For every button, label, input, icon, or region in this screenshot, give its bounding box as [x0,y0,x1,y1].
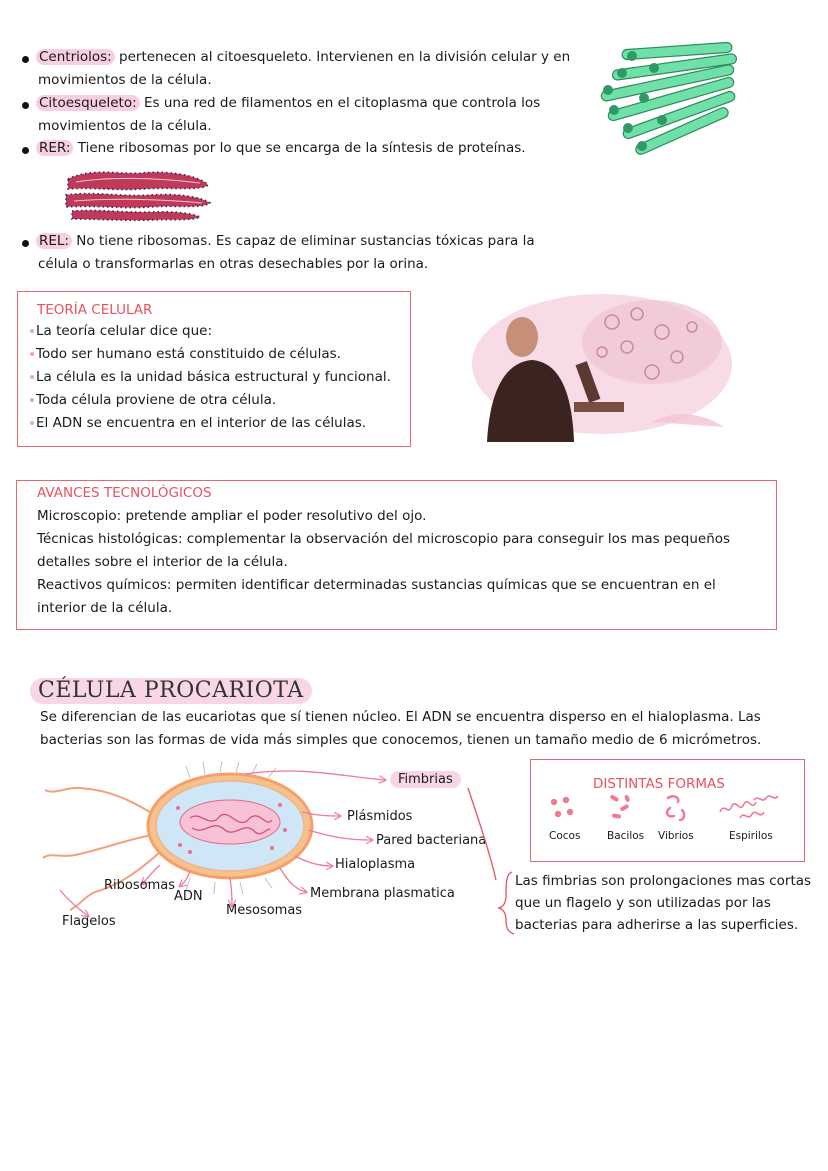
term-highlight: REL: [36,233,72,249]
avances-title: AVANCES TECNOLÓGICOS [37,485,212,501]
avances-line: interior de la célula. [37,600,173,616]
teoria-item: Toda célula proviene de otra célula. [30,389,276,412]
label-ribosomas: Ribosomas [104,878,175,893]
organelle-text: célula o transformarlas en otras desechables por la orina. [38,256,429,272]
centriole-illustration [592,40,752,160]
avances-line: Reactivos químicos: permiten identificar determinadas sustancias químicas que se encuentran en el [37,577,716,593]
term-highlight: Centriolos: [36,49,115,65]
term-highlight: Citoesqueleto: [36,95,140,111]
procariota-text: Se diferencian de las eucariotas que sí tienen núcleo. El ADN se encuentra disperso en el hialoplasma. Las [40,709,761,725]
label-adn: ADN [174,889,203,904]
bullet [22,147,29,154]
label-pared: Pared bacteriana [376,833,487,848]
scientist-microscope-image [462,292,730,442]
fimbria-note-line: Las fimbrias son prolongaciones mas cortas [515,873,812,889]
label-mesosomas: Mesosomas [226,903,303,918]
teoria-item: La teoría celular dice que: [30,320,212,343]
avances-line: detalles sobre el interior de la célula. [37,554,288,570]
shape-icons [540,792,790,824]
teoria-title: TEORÍA CELULAR [37,302,153,318]
cocos-icon [551,797,573,817]
organelle-rel: REL: No tiene ribosomas. Es capaz de eliminar sustancias tóxicas para la [36,230,535,253]
teoria-item: La célula es la unidad básica estructural y funcional. [30,366,391,389]
rer-illustration [62,165,214,223]
term-highlight: RER: [36,140,73,156]
organelle-text: movimientos de la célula. [38,118,212,134]
label-flagelos: Flagelos [62,914,116,929]
avances-line: Microscopio: pretende ampliar el poder resolutivo del ojo. [37,508,427,524]
label-fimbrias: Fimbrias [390,771,461,788]
label-membrana: Membrana plasmatica [310,886,455,901]
bullet [22,240,29,247]
bullet [22,56,29,63]
avances-line: Técnicas histológicas: complementar la observación del microscopio para conseguir los mas pequeños [37,531,731,547]
forma-label: Espirilos [729,830,773,842]
organelle-text: movimientos de la célula. [38,72,212,88]
bacilos-icon [610,794,631,819]
organelle-rer: RER: Tiene ribosomas por lo que se encarga de la síntesis de proteínas. [36,137,526,160]
teoria-item: El ADN se encuentra en el interior de las células. [30,412,366,435]
forma-label: Bacilos [607,830,645,842]
forma-label: Cocos [549,830,581,842]
formas-title: DISTINTAS FORMAS [593,776,725,792]
label-plasmidos: Plásmidos [347,809,413,824]
fimbria-note-line: bacterias para adherirse a las superficies. [515,917,799,933]
procariota-text: bacterias son las formas de vida más simples que conocemos, tienen un tamaño medio de 6 micrómetros. [40,732,762,748]
vibrios-icon [667,796,684,820]
fimbrias-connector [460,784,520,934]
organelle-citoesqueleto: Citoesqueleto: Es una red de filamentos en el citoplasma que controla los [36,92,540,115]
teoria-item: Todo ser humano está constituido de células. [30,343,341,366]
fimbria-note-line: que un flagelo y son utilizadas por las [515,895,771,911]
section-title: CÉLULA PROCARIOTA [30,678,312,704]
espirilos-icon [720,796,778,818]
forma-label: Vibrios [658,830,694,842]
bullet [22,102,29,109]
label-hialoplasma: Hialoplasma [335,857,416,872]
organelle-centriolos: Centriolos: pertenecen al citoesqueleto. Intervienen en la división celular y en [36,46,570,69]
